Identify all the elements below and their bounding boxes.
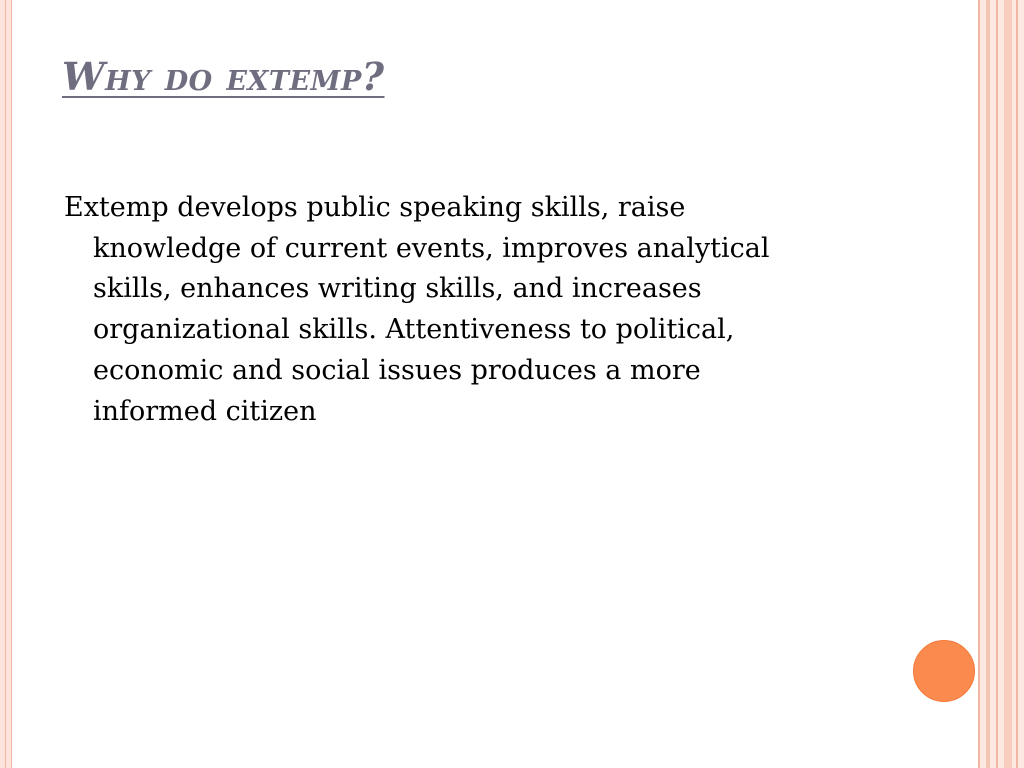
slide-title: Why do extemp? [62,54,385,99]
left-border-line [5,0,6,768]
right-stripe [986,0,990,768]
right-stripe [1016,0,1018,768]
right-stripe [996,0,998,768]
left-decorative-border [0,0,12,768]
right-stripe [978,0,980,768]
slide-body-text: Extemp develops public speaking skills, raise knowledge of current events, improves analytical skills, enhances writing skills, and increases organizational skills. Attentiveness to political, economic and social issues produces a more informed citizen [64,192,770,427]
orange-circle-decoration [913,640,975,702]
right-stripe [1004,0,1012,768]
